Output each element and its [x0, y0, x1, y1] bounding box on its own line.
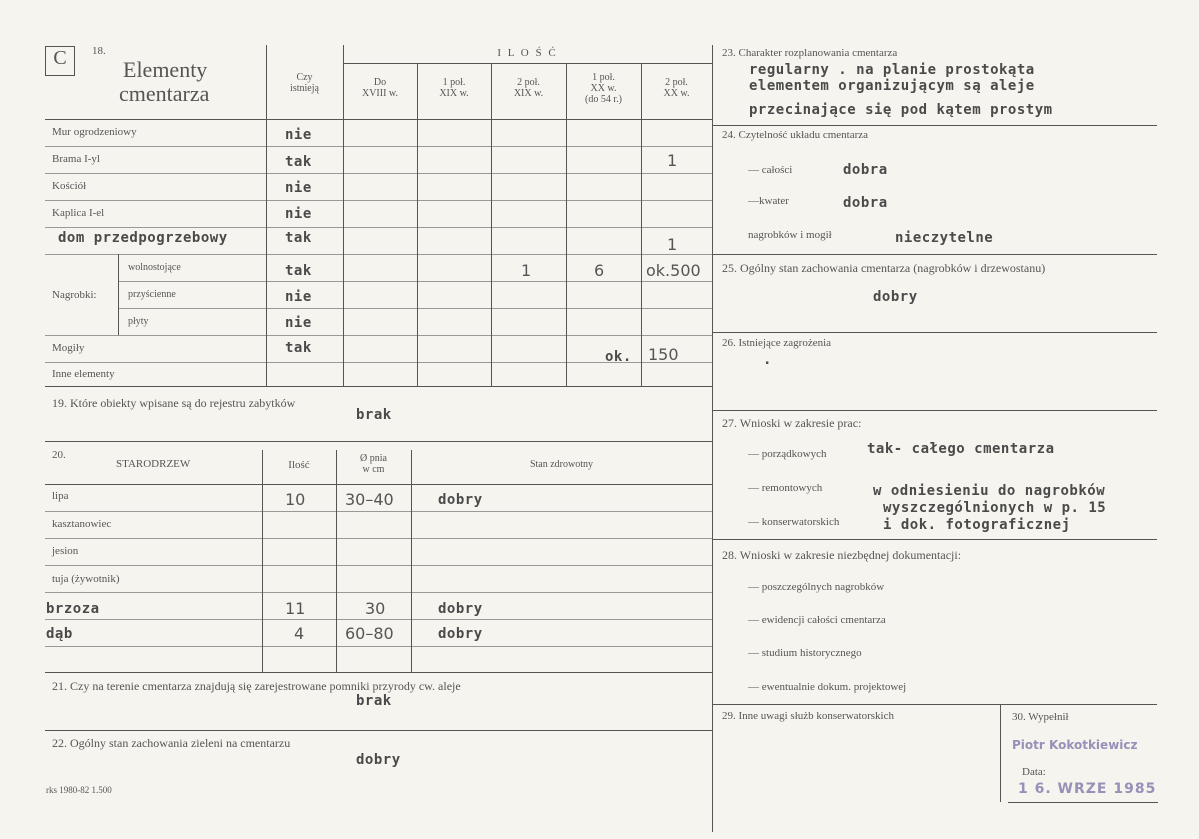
- col-header-5-b: XX w.: [663, 88, 690, 99]
- q26-label: 26. Istniejące zagrożenia: [722, 337, 832, 349]
- rule: [118, 281, 712, 282]
- tree-row-5-stan: dobry: [438, 601, 483, 617]
- q20-num: 20.: [52, 449, 66, 461]
- czy-brama: tak: [285, 154, 312, 170]
- row-label-mur: Mur ogrodzeniowy: [52, 126, 137, 138]
- qty-mogily-c5: 150: [648, 345, 679, 364]
- rule: [45, 146, 712, 147]
- rule: [45, 441, 712, 442]
- q23-line3: przecinające się pod kątem prostym: [749, 102, 1053, 118]
- q24-calosci-label: — całości: [748, 164, 793, 176]
- q20-ilosc: Ilość: [288, 459, 310, 471]
- rule: [712, 254, 1157, 255]
- tree-row-3-name: jesion: [52, 545, 79, 557]
- q27-rem1: w odniesieniu do nagrobków: [873, 483, 1106, 499]
- col-header-2-b: XIX w.: [439, 88, 469, 99]
- czy-dom: tak: [285, 230, 312, 246]
- row-label-brama: Brama I-yl: [52, 153, 100, 165]
- tree-row-1-stan: dobry: [438, 492, 483, 508]
- q28-item-2: — ewidencji całości cmentarza: [748, 614, 886, 626]
- tree-row-1-ilosc: 10: [285, 490, 306, 509]
- qty-dom-c5: 1: [667, 235, 678, 254]
- rule: [343, 45, 344, 386]
- q24-nagrobkow: nieczytelne: [895, 230, 994, 246]
- ilosc-header: I L O Ś Ć: [497, 47, 558, 59]
- q27-label: 27. Wnioski w zakresie prac:: [722, 416, 862, 430]
- qty-woln-c5: ok.500: [646, 261, 701, 280]
- rule: [417, 63, 418, 386]
- tree-row-1-fi: 30–40: [345, 490, 394, 509]
- q20-piersnica-a: Ø pnia: [360, 453, 387, 464]
- section-title-1: Elementy: [123, 57, 208, 82]
- q21-value: brak: [356, 693, 392, 709]
- q25-label: 25. Ogólny stan zachowania cmentarza (nagrobków i drzewostanu): [722, 261, 1046, 275]
- rule: [118, 254, 119, 335]
- q24-calosci: dobra: [843, 162, 888, 178]
- col-header-1-a: Do: [373, 77, 387, 88]
- col-header-5-a: 2 poł.: [665, 77, 688, 88]
- rule: [336, 450, 337, 672]
- q28-item-3: — studium historycznego: [748, 647, 862, 659]
- row-label-dom: dom przedpogrzebowy: [58, 230, 228, 246]
- col-header-3-b: XIX w.: [513, 88, 544, 99]
- czy-mur: nie: [285, 127, 312, 143]
- czy-header-1: Czy: [296, 72, 313, 83]
- q27-porz-label: — porządkowych: [748, 448, 827, 460]
- qty-mogily-c4: ok.: [605, 349, 632, 365]
- tree-row-6-stan: dobry: [438, 626, 483, 642]
- footer-code: rks 1980-82 1.500: [46, 785, 112, 795]
- q30-date-stamp: 1 6. WRZE 1985: [1018, 781, 1157, 797]
- czy-header-2: istnieją: [290, 83, 319, 94]
- q27-rem2: wyszczególnionych w p. 15: [883, 500, 1107, 516]
- q30-label: 30. Wypełnił: [1012, 711, 1069, 723]
- q22-label: 22. Ogólny stan zachowania zieleni na cmentarzu: [52, 736, 291, 750]
- q26-value: .: [763, 352, 772, 368]
- q20-stan: Stan zdrowotny: [529, 459, 594, 470]
- rule: [712, 704, 1157, 705]
- rule: [262, 450, 263, 672]
- q19-label: 19. Które obiekty wpisane są do rejestru zabytków: [52, 396, 296, 410]
- q24-kwater: dobra: [843, 195, 888, 211]
- rule: [45, 730, 712, 731]
- q23-line1: regularny . na planie prostokąta: [749, 62, 1035, 78]
- q24-nagrobkow-label: nagrobków i mogił: [748, 229, 832, 241]
- rule: [566, 63, 567, 386]
- q20-piersnica-b: w cm: [362, 464, 385, 475]
- czy-kosciol: nie: [285, 180, 312, 196]
- qty-woln-c4: 6: [594, 261, 605, 280]
- q28-label: 28. Wnioski w zakresie niezbędnej dokumentacji:: [722, 548, 962, 562]
- q30-name-stamp: Piotr Kokotkiewicz: [1012, 738, 1138, 752]
- col-header-3: [491, 77, 566, 99]
- tree-row-1-name: lipa: [52, 490, 69, 502]
- row-label-kaplica: Kaplica I-el: [52, 207, 105, 219]
- row-label-kosciol: Kościół: [52, 180, 87, 192]
- rule: [411, 450, 412, 672]
- tree-row-4-name: tuja (żywotnik): [52, 573, 120, 585]
- rule: [1008, 802, 1158, 803]
- q27-rem-label: — remontowych: [748, 482, 823, 494]
- q28-item-1: — poszczególnych nagrobków: [748, 581, 885, 593]
- rule: [712, 410, 1157, 411]
- row-label-inne: Inne elementy: [52, 368, 115, 380]
- q23-line2: elementem organizującym są aleje: [749, 78, 1035, 94]
- row-label-nagrobki: Nagrobki:: [52, 289, 97, 301]
- col-header-4-c: (do 54 r.): [585, 94, 622, 105]
- rule: [45, 254, 712, 255]
- q24-kwater-label: —kwater: [748, 195, 789, 207]
- col-header-4-a: 1 poł.: [592, 72, 615, 83]
- column-divider: [712, 45, 713, 832]
- czy-przyscienne: nie: [285, 289, 312, 305]
- tree-row-2-name: kasztanowiec: [52, 518, 112, 530]
- section-number: 18.: [92, 45, 106, 57]
- tree-row-6-name: dąb: [46, 626, 73, 642]
- qty-brama-c5: 1: [667, 151, 678, 170]
- q21-label: 21. Czy na terenie cmentarza znajdują się zarejestrowane pomniki przyrody cw. aleje: [52, 679, 461, 693]
- q24-label: 24. Czytelność układu cmentarza: [722, 129, 869, 141]
- row-label-wolnostojace: wolnostojące: [128, 262, 181, 273]
- q27-rem3: i dok. fotograficznej: [883, 517, 1071, 533]
- q20-piersnica: [336, 453, 411, 475]
- rule: [266, 45, 267, 386]
- rule: [45, 386, 712, 387]
- q27-porz: tak- całego cmentarza: [867, 441, 1055, 457]
- tree-row-5-name: brzoza: [46, 601, 100, 617]
- q19-value: brak: [356, 407, 392, 423]
- czy-wolnostojace: tak: [285, 263, 312, 279]
- q20-header: STARODRZEW: [116, 458, 191, 470]
- row-label-plyty: płyty: [128, 316, 149, 327]
- col-header-1-b: XVIII w.: [361, 88, 398, 99]
- tree-row-5-ilosc: 11: [285, 599, 306, 618]
- q23-label: 23. Charakter rozplanowania cmentarza: [722, 47, 898, 59]
- rule: [712, 539, 1157, 540]
- tree-row-5-fi: 30: [365, 599, 386, 618]
- col-header-2-a: 1 poł.: [442, 77, 466, 88]
- rule: [45, 672, 712, 673]
- col-header-5: [641, 77, 712, 99]
- czy-mogily: tak: [285, 340, 312, 356]
- col-header-2: [417, 77, 491, 99]
- rule: [45, 565, 712, 566]
- czy-kaplica: nie: [285, 206, 312, 222]
- rule: [45, 484, 712, 485]
- tree-row-6-ilosc: 4: [294, 624, 305, 643]
- rule: [641, 63, 642, 386]
- q22-value: dobry: [356, 752, 401, 768]
- rule: [712, 332, 1157, 333]
- section-title-2: cmentarza: [119, 81, 210, 106]
- rule: [45, 538, 712, 539]
- col-header-4: [566, 72, 641, 105]
- rule: [45, 173, 712, 174]
- col-header-1: [343, 77, 417, 99]
- rule: [45, 619, 712, 620]
- col-header-4-b: XX w.: [590, 83, 617, 94]
- row-label-mogily: Mogiły: [52, 342, 85, 354]
- qty-woln-c3: 1: [521, 261, 532, 280]
- rule: [343, 63, 712, 64]
- col-header-3-a: 2 poł.: [517, 77, 540, 88]
- q27-kons-label: — konserwatorskich: [748, 516, 840, 528]
- rule: [45, 227, 712, 228]
- tree-row-6-fi: 60–80: [345, 624, 394, 643]
- section-letter: C: [53, 47, 67, 69]
- rule: [491, 63, 492, 386]
- rule: [45, 592, 712, 593]
- rule: [1000, 704, 1001, 802]
- rule: [118, 308, 712, 309]
- rule: [45, 335, 712, 336]
- q25-value: dobry: [873, 289, 918, 305]
- q29-label: 29. Inne uwagi służb konserwatorskich: [722, 710, 894, 722]
- czy-header: [266, 72, 343, 94]
- rule: [45, 646, 712, 647]
- czy-plyty: nie: [285, 315, 312, 331]
- rule: [45, 119, 712, 120]
- rule: [45, 200, 712, 201]
- rule: [45, 511, 712, 512]
- q30-date-label: Data:: [1022, 766, 1046, 778]
- rule: [712, 125, 1157, 126]
- row-label-przyscienne: przyścienne: [128, 289, 176, 300]
- q28-item-4: — ewentualnie dokum. projektowej: [748, 681, 907, 693]
